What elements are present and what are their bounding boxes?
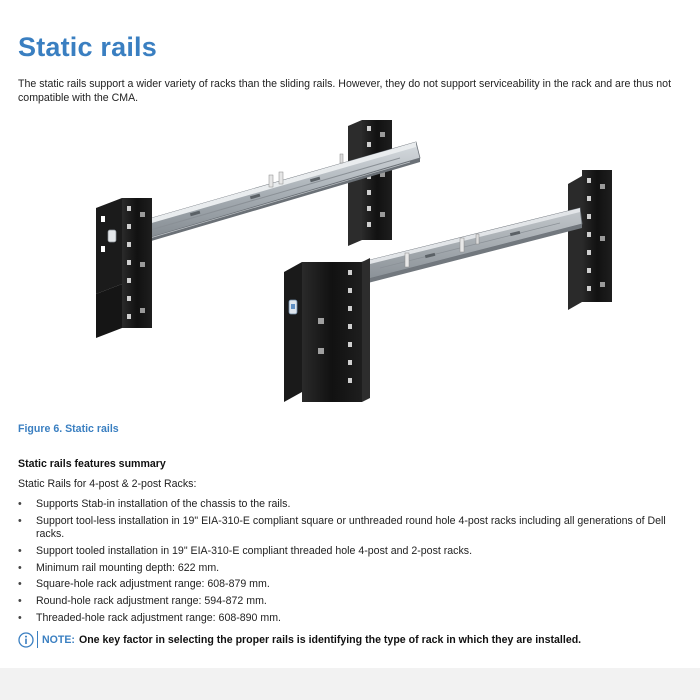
- static-rails-illustration: [80, 112, 620, 412]
- mounting-bracket: [284, 258, 370, 402]
- section-heading: Static rails features summary: [18, 458, 166, 470]
- rail-assembly-rear: [96, 120, 420, 338]
- intro-paragraph: The static rails support a wider variety of racks than the sliding rails. However, they do not support serviceability in the rack and are thus not compatible with the CMA.: [18, 78, 672, 104]
- page-footer-band: [0, 668, 700, 700]
- list-item: [18, 578, 690, 592]
- bullet-icon: •: [18, 578, 22, 591]
- list-item: [18, 612, 690, 626]
- list-item: [18, 545, 690, 559]
- bullet-icon: •: [18, 498, 22, 510]
- summary-lead: Static Rails for 4-post & 2-post Racks:: [18, 478, 197, 490]
- list-item-text: Minimum rail mounting depth: 622 mm.: [36, 561, 220, 574]
- bullet-icon: •: [18, 514, 22, 527]
- figure-caption: Figure 6. Static rails: [18, 423, 119, 435]
- mounting-bracket: [568, 170, 612, 310]
- list-item: [18, 562, 690, 576]
- list-item-text: Support tool-less installation in 19" EIA-310-E compliant square or unthreaded round hole 4-post racks including all generations of Dell racks.: [36, 514, 666, 541]
- list-item-text: Square-hole rack adjustment range: 608-879 mm.: [36, 578, 270, 591]
- note-callout: [18, 631, 581, 648]
- bullet-icon: •: [18, 561, 22, 574]
- list-item-text: Supports Stab-in installation of the chassis to the rails.: [36, 498, 291, 510]
- bullet-icon: •: [18, 611, 22, 624]
- list-item-text: Round-hole rack adjustment range: 594-872 mm.: [36, 594, 267, 607]
- bullet-icon: •: [18, 544, 22, 557]
- info-icon: [18, 632, 34, 648]
- static-rail: [362, 208, 582, 284]
- list-item-text: Support tooled installation in 19" EIA-310-E compliant threaded hole 4-post and 2-post racks.: [36, 544, 473, 557]
- mounting-bracket: [96, 198, 152, 338]
- rail-assembly-front: [284, 170, 612, 402]
- list-item: [18, 498, 690, 512]
- mounting-bracket: [348, 120, 392, 246]
- note-label: NOTE:: [42, 633, 75, 646]
- static-rails-figure: [80, 112, 620, 412]
- list-item: [18, 595, 690, 609]
- list-item: [18, 515, 690, 542]
- bullet-icon: •: [18, 594, 22, 607]
- note-text: One key factor in selecting the proper rails is identifying the type of rack in which they are installed.: [78, 633, 582, 646]
- features-list: [18, 498, 690, 628]
- page-title: Static rails: [18, 32, 157, 62]
- note-divider: [37, 631, 38, 648]
- list-item-text: Threaded-hole rack adjustment range: 608-890 mm.: [36, 611, 281, 624]
